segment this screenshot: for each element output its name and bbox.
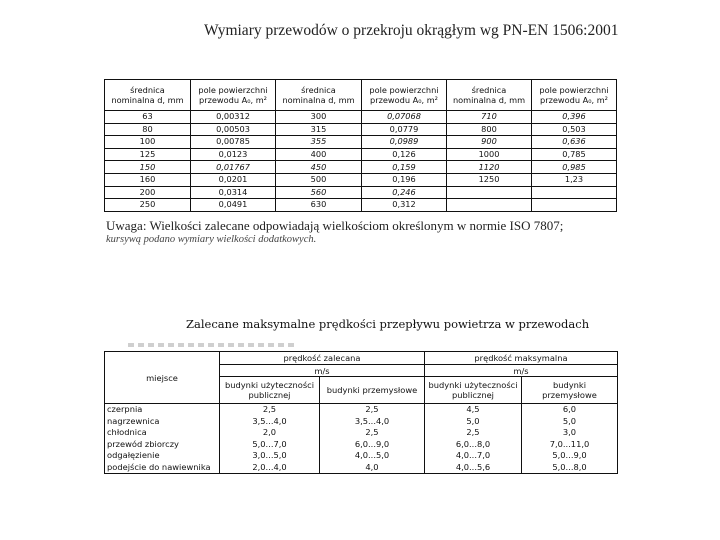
header-public-buildings: budynki użyteczności publicznej bbox=[220, 377, 320, 404]
cell: 0,07068 bbox=[362, 111, 447, 124]
header-industrial-buildings: budynki przemysłowe bbox=[320, 377, 425, 404]
row-label: chłodnica bbox=[105, 427, 220, 439]
row-label: przewód zbiorczy bbox=[105, 439, 220, 451]
cell: 0,785 bbox=[532, 148, 617, 161]
header-unit: m/s bbox=[425, 365, 618, 377]
cell: 0,636 bbox=[532, 136, 617, 149]
table-row bbox=[105, 427, 618, 439]
table-row bbox=[105, 161, 617, 174]
cell: 0,0314 bbox=[191, 186, 276, 199]
cell: 6,0...8,0 bbox=[425, 439, 522, 451]
velocity-table-title: Zalecane maksymalne prędkości przepływu powietrza w przewodach bbox=[186, 317, 590, 331]
cell: 6,0 bbox=[522, 404, 618, 416]
cell: 3,5...4,0 bbox=[320, 416, 425, 428]
cell: 2,5 bbox=[320, 404, 425, 416]
cell: 0,0989 bbox=[362, 136, 447, 149]
cell: 5,0 bbox=[522, 416, 618, 428]
header-unit: m/s bbox=[220, 365, 425, 377]
header-area: pole powierzchni przewodu A₀, m² bbox=[362, 80, 447, 111]
cell: 250 bbox=[105, 199, 191, 212]
cell: 0,503 bbox=[532, 123, 617, 136]
cell: 0,0123 bbox=[191, 148, 276, 161]
cell: 355 bbox=[276, 136, 362, 149]
cell: 63 bbox=[105, 111, 191, 124]
cell: 900 bbox=[447, 136, 532, 149]
table-note: Uwaga: Wielkości zalecane odpowiadają wielkościom określonym w normie ISO 7807; bbox=[106, 218, 564, 233]
header-maximum-velocity: prędkość maksymalna bbox=[425, 352, 618, 365]
cell bbox=[532, 186, 617, 199]
cell: 4,0 bbox=[320, 462, 425, 474]
header-industrial-buildings: budynki przemysłowe bbox=[522, 377, 618, 404]
cell: 4,5 bbox=[425, 404, 522, 416]
cell: 3,0...5,0 bbox=[220, 450, 320, 462]
table-row bbox=[105, 462, 618, 474]
cell: 560 bbox=[276, 186, 362, 199]
row-label: czerpnia bbox=[105, 404, 220, 416]
cell: 2,5 bbox=[425, 427, 522, 439]
cell: 4,0...7,0 bbox=[425, 450, 522, 462]
cell: 5,0 bbox=[425, 416, 522, 428]
table-row bbox=[105, 186, 617, 199]
table-note-italic: kursywą podano wymiary wielkości dodatkowych. bbox=[106, 234, 317, 245]
diameter-table-title: Wymiary przewodów o przekroju okrągłym wg PN-EN 1506:2001 bbox=[204, 22, 619, 39]
header-location: miejsce bbox=[105, 352, 220, 404]
cell: 710 bbox=[447, 111, 532, 124]
air-velocity-table bbox=[104, 351, 618, 474]
row-label: nagrzewnica bbox=[105, 416, 220, 428]
header-recommended-velocity: prędkość zalecana bbox=[220, 352, 425, 365]
cell: 5,0...8,0 bbox=[522, 462, 618, 474]
table-header-row bbox=[105, 80, 617, 111]
table-row bbox=[105, 439, 618, 451]
cell bbox=[447, 186, 532, 199]
cell: 0,312 bbox=[362, 199, 447, 212]
cell: 100 bbox=[105, 136, 191, 149]
header-diameter: średnica nominalna d, mm bbox=[447, 80, 532, 111]
header-diameter: średnica nominalna d, mm bbox=[105, 80, 191, 111]
cell: 0,00312 bbox=[191, 111, 276, 124]
table-row bbox=[105, 123, 617, 136]
cell bbox=[532, 199, 617, 212]
row-label: podejście do nawiewnika bbox=[105, 462, 220, 474]
table-row bbox=[105, 111, 617, 124]
cell: 1120 bbox=[447, 161, 532, 174]
cell: 4,0...5,0 bbox=[320, 450, 425, 462]
duct-dimensions-table bbox=[104, 79, 617, 212]
cell: 2,0 bbox=[220, 427, 320, 439]
cell: 150 bbox=[105, 161, 191, 174]
cell: 6,0...9,0 bbox=[320, 439, 425, 451]
cell bbox=[447, 199, 532, 212]
cell: 0,00785 bbox=[191, 136, 276, 149]
cell: 0,00503 bbox=[191, 123, 276, 136]
row-label: odgałęzienie bbox=[105, 450, 220, 462]
cell: 0,246 bbox=[362, 186, 447, 199]
cell: 160 bbox=[105, 173, 191, 186]
cell: 0,0491 bbox=[191, 199, 276, 212]
cell: 2,0...4,0 bbox=[220, 462, 320, 474]
cell: 0,0779 bbox=[362, 123, 447, 136]
cell: 4,0...5,6 bbox=[425, 462, 522, 474]
header-area: pole powierzchni przewodu A₀, m² bbox=[191, 80, 276, 111]
cell: 5,0...9,0 bbox=[522, 450, 618, 462]
cell: 300 bbox=[276, 111, 362, 124]
cell: 2,5 bbox=[320, 427, 425, 439]
cell: 0,985 bbox=[532, 161, 617, 174]
header-area: pole powierzchni przewodu A₀, m² bbox=[532, 80, 617, 111]
cell: 3,5...4,0 bbox=[220, 416, 320, 428]
cell: 1000 bbox=[447, 148, 532, 161]
header-row-groups bbox=[105, 352, 618, 365]
cell: 5,0...7,0 bbox=[220, 439, 320, 451]
cell: 0,396 bbox=[532, 111, 617, 124]
cell: 1250 bbox=[447, 173, 532, 186]
cell: 200 bbox=[105, 186, 191, 199]
table-row bbox=[105, 199, 617, 212]
cell: 630 bbox=[276, 199, 362, 212]
table-row bbox=[105, 148, 617, 161]
cell: 0,196 bbox=[362, 173, 447, 186]
cell: 125 bbox=[105, 148, 191, 161]
cell: 450 bbox=[276, 161, 362, 174]
table-row bbox=[105, 416, 618, 428]
cell: 500 bbox=[276, 173, 362, 186]
header-public-buildings: budynki użyteczności publicznej bbox=[425, 377, 522, 404]
cell: 1,23 bbox=[532, 173, 617, 186]
table-row bbox=[105, 450, 618, 462]
cell: 0,159 bbox=[362, 161, 447, 174]
faint-scan-artifact bbox=[128, 343, 298, 347]
cell: 3,0 bbox=[522, 427, 618, 439]
cell: 2,5 bbox=[220, 404, 320, 416]
header-diameter: średnica nominalna d, mm bbox=[276, 80, 362, 111]
cell: 400 bbox=[276, 148, 362, 161]
cell: 0,01767 bbox=[191, 161, 276, 174]
table-row bbox=[105, 136, 617, 149]
cell: 0,126 bbox=[362, 148, 447, 161]
cell: 800 bbox=[447, 123, 532, 136]
cell: 7,0...11,0 bbox=[522, 439, 618, 451]
cell: 315 bbox=[276, 123, 362, 136]
table-row bbox=[105, 173, 617, 186]
table-row bbox=[105, 404, 618, 416]
cell: 80 bbox=[105, 123, 191, 136]
cell: 0,0201 bbox=[191, 173, 276, 186]
